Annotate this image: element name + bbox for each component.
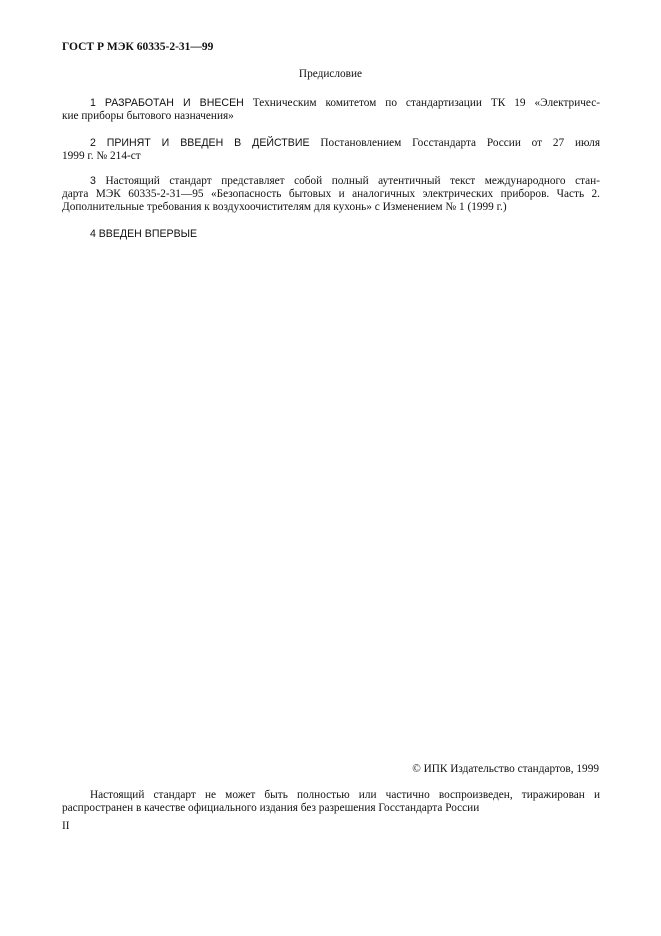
paragraph-lead: РАЗРАБОТАН И ВНЕСЕН <box>104 97 244 109</box>
paragraph-line: кие приборы бытового назначения» <box>62 110 234 122</box>
notice-line: распространен в качестве официального издания без разрешения Госстандарта России <box>62 802 480 814</box>
paragraph-line: Дополнительные требования к воздухоочистителям для кухонь» с Изменением № 1 (1999 г.) <box>62 201 507 213</box>
paragraph-line: дарта МЭК 60335-2-31—95 «Безопасность бытовых и аналогичных электрических приборов. Часть 2. <box>62 188 600 200</box>
paragraph-line: 1999 г. № 214-ст <box>62 150 141 162</box>
paragraph-line <box>62 137 600 150</box>
copyright: © ИПК Издательство стандартов, 1999 <box>412 763 599 775</box>
notice-line: Настоящий стандарт не может быть полностью или частично воспроизведен, тиражирован и <box>90 789 600 801</box>
paragraph-text: Техническим комитетом по стандартизации ТК 19 «Электричес- <box>252 97 600 109</box>
paragraph-text: Постановлением Госстандарта России от 27 июля <box>320 137 601 149</box>
section-title: Предисловие <box>298 68 363 80</box>
paragraph-1 <box>62 97 600 123</box>
document-code-header: ГОСТ Р МЭК 60335-2-31—99 <box>62 41 214 53</box>
paragraph-number: 1 <box>90 97 96 109</box>
paragraph-number: 4 <box>90 228 96 240</box>
reproduction-notice <box>62 789 600 815</box>
page-number: II <box>62 820 70 832</box>
paragraph-number: 3 <box>90 175 96 187</box>
paragraph-3 <box>62 175 600 214</box>
paragraph-number: 2 <box>90 137 96 149</box>
paragraph-4 <box>62 228 600 241</box>
paragraph-line <box>62 175 600 188</box>
paragraph-lead: ВВЕДЕН ВПЕРВЫЕ <box>98 228 198 240</box>
paragraph-text: Настоящий стандарт представляет собой полный аутентичный текст международного стан- <box>105 175 600 187</box>
paragraph-line <box>62 228 600 241</box>
paragraph-lead: ПРИНЯТ И ВВЕДЕН В ДЕЙСТВИЕ <box>106 137 310 149</box>
paragraph-2 <box>62 137 600 163</box>
paragraph-line <box>62 97 600 110</box>
